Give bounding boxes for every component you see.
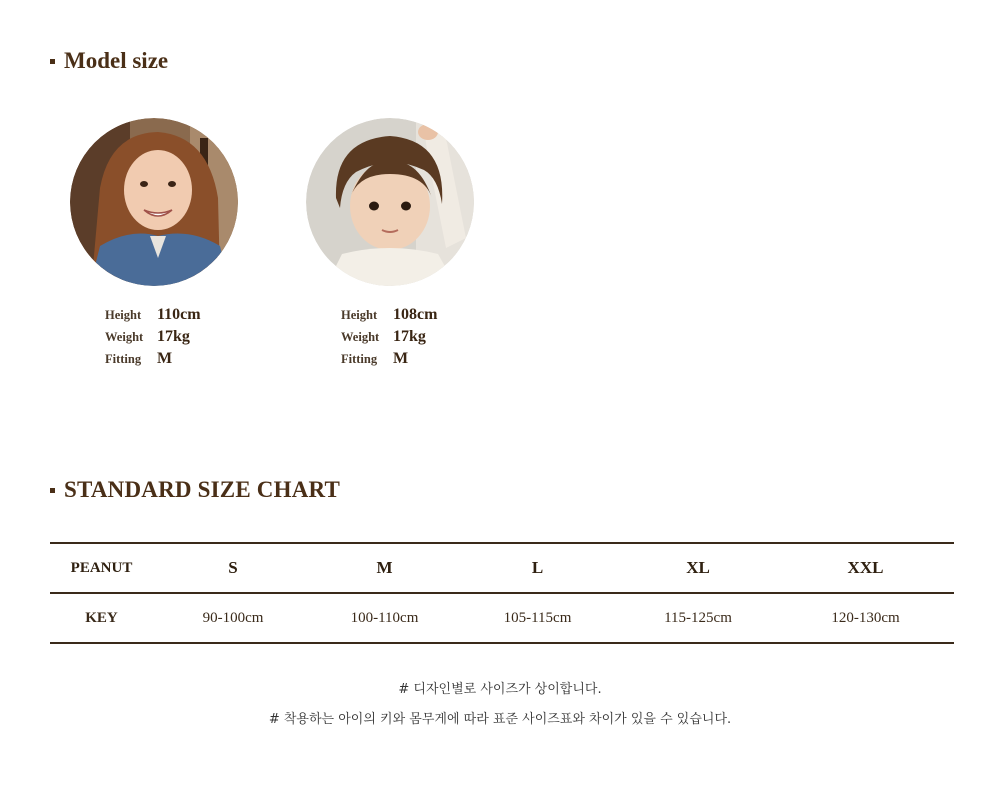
size-chart-title: [50, 477, 340, 503]
model-size-title-text: Model size: [64, 48, 169, 73]
weight-value: 17kg: [157, 328, 190, 345]
row-cell-key: KEY: [50, 593, 153, 643]
height-label: Height: [341, 308, 378, 322]
row-cell-s: 90-100cm: [153, 593, 313, 643]
weight-row: [105, 328, 310, 350]
note-fit-difference: # 착용하는 아이의 키와 몸무게에 따라 표준 사이즈표와 차이가 있을 수 있습니다.: [268, 712, 732, 727]
size-chart-table: [50, 542, 954, 644]
weight-label: Weight: [341, 330, 380, 344]
size-chart-title-text: STANDARD SIZE CHART: [64, 477, 341, 502]
header-cell-m: M: [313, 543, 456, 593]
header-cell-brand: PEANUT: [50, 543, 153, 593]
header-cell-s: S: [153, 543, 313, 593]
key-row: [50, 593, 954, 643]
bullet-icon: [50, 488, 55, 493]
note-design-size: # 디자인별로 사이즈가 상이합니다.: [398, 682, 602, 697]
model-specs-1: [105, 306, 310, 372]
height-value: 110cm: [157, 306, 201, 323]
model-size-title: [50, 48, 168, 74]
bullet-icon: [50, 59, 55, 64]
row-cell-xxl: 120-130cm: [777, 593, 954, 643]
row-cell-xl: 115-125cm: [619, 593, 777, 643]
weight-value: 17kg: [393, 328, 426, 345]
fitting-label: Fitting: [105, 352, 142, 366]
model-photo-boy: [306, 118, 474, 286]
fitting-value: M: [157, 350, 173, 367]
size-header-row: [50, 543, 954, 593]
row-cell-l: 105-115cm: [456, 593, 619, 643]
model-card-1: [70, 118, 310, 372]
row-cell-m: 100-110cm: [313, 593, 456, 643]
fitting-label: Fitting: [341, 352, 378, 366]
height-row: [341, 306, 546, 328]
fitting-row: [105, 350, 310, 372]
height-row: [105, 306, 310, 328]
header-cell-xl: XL: [619, 543, 777, 593]
fitting-row: [341, 350, 546, 372]
fitting-value: M: [393, 350, 409, 367]
height-label: Height: [105, 308, 142, 322]
model-card-2: [306, 118, 546, 372]
weight-label: Weight: [105, 330, 144, 344]
header-cell-l: L: [456, 543, 619, 593]
model-photo-girl: [70, 118, 238, 286]
weight-row: [341, 328, 546, 350]
height-value: 108cm: [393, 306, 438, 323]
model-specs-2: [341, 306, 546, 372]
header-cell-xxl: XXL: [777, 543, 954, 593]
